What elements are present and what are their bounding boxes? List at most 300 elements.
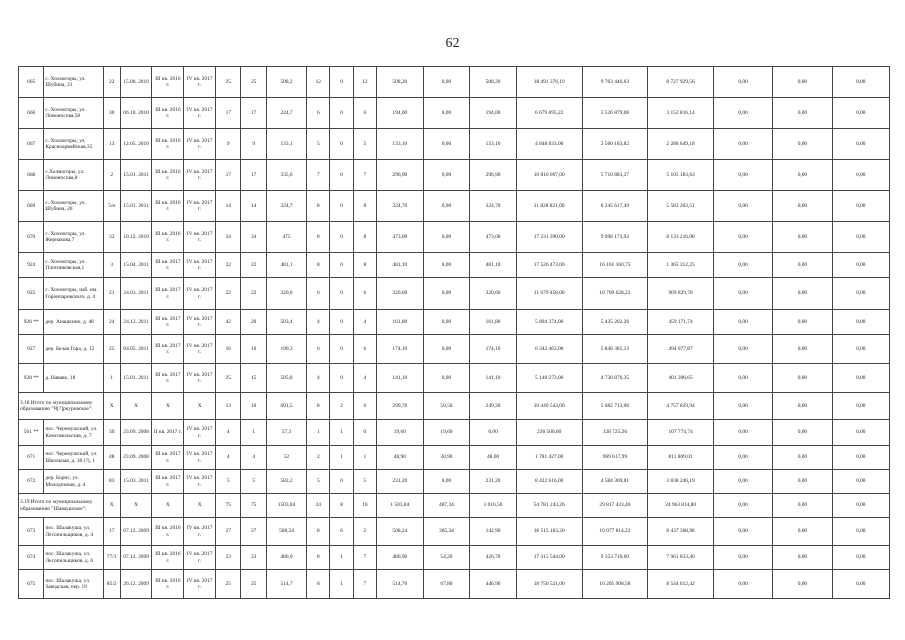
table-cell: 446,90 bbox=[470, 570, 517, 599]
table-cell: 0,00 bbox=[832, 446, 889, 470]
table-cell: 224,7 bbox=[266, 98, 306, 129]
table-cell: 6 bbox=[307, 335, 330, 364]
table-cell: 481,1 bbox=[266, 253, 306, 278]
table-cell: 0,00 bbox=[423, 129, 470, 160]
table-cell: 0,00 bbox=[773, 191, 832, 222]
table-cell: III кв. 2016 г. bbox=[152, 518, 184, 546]
table-cell: 665 bbox=[19, 67, 44, 98]
table-cell: 0,00 bbox=[713, 570, 772, 599]
table-cell: 10 077 814,22 bbox=[582, 518, 648, 546]
table-cell: пос. Шалакуша, ул. Заводская, пер. 19 bbox=[44, 570, 103, 599]
table-cell: 3.18 Итого по муниципальному образованию "Ч[?]ркуровское": bbox=[19, 393, 104, 420]
table-cell: с. Хохмогоры, наб. им. Горончаровского, д. 4 bbox=[44, 278, 103, 310]
table-cell: IV кв. 2017 г. bbox=[184, 98, 216, 129]
table-cell: 8 437 368,98 bbox=[648, 518, 714, 546]
table-cell: IV кв. 2017 г. bbox=[184, 278, 216, 310]
table-cell: 15 bbox=[241, 364, 266, 393]
table-cell: III кв. 2017 г. bbox=[152, 310, 184, 335]
table-cell: 19,60 bbox=[423, 420, 470, 446]
table-cell: III кв. 2016 г. bbox=[152, 191, 184, 222]
table-row bbox=[19, 570, 890, 599]
table-row bbox=[19, 518, 890, 546]
table-row bbox=[19, 335, 890, 364]
table-cell: 19,60 bbox=[377, 420, 424, 446]
table-cell: 3.19 Итого по муниципальному образованию "Шаваушское": bbox=[19, 494, 104, 518]
table-cell: 13 bbox=[216, 393, 241, 420]
table-cell: 0 bbox=[330, 191, 353, 222]
table-cell: 23.09. 2008 bbox=[120, 446, 152, 470]
table-cell: 54,20 bbox=[423, 546, 470, 570]
table-row bbox=[19, 129, 890, 160]
table-cell: 133,1 bbox=[266, 129, 306, 160]
table-cell: 34 bbox=[241, 222, 266, 253]
table-cell: с. Хохмогоры, ул. Плотниковская,1 bbox=[44, 253, 103, 278]
table-cell: 0,00 bbox=[713, 518, 772, 546]
table-cell: 30 bbox=[103, 420, 120, 446]
table-cell: 0,00 bbox=[713, 160, 772, 191]
table-cell: 22 bbox=[241, 253, 266, 278]
table-cell: 5 bbox=[241, 470, 266, 494]
table-cell: 0,00 bbox=[773, 222, 832, 253]
table-cell: 161,80 bbox=[377, 310, 424, 335]
table-cell: 8 bbox=[307, 518, 330, 546]
table-cell: пос. Шалакуша, ул. Лесопильщиков, д. 4 bbox=[44, 518, 103, 546]
table-cell: IV кв. 2017 г. bbox=[184, 129, 216, 160]
table-cell: 54 781 243,26 bbox=[516, 494, 582, 518]
table-cell: 15.06. 2010 bbox=[120, 67, 152, 98]
table-cell: 6 bbox=[353, 335, 376, 364]
table-cell: 5 682 713,06 bbox=[582, 393, 648, 420]
table-cell: 52 bbox=[266, 446, 306, 470]
table-cell: 7 bbox=[307, 160, 330, 191]
table-cell: 22 bbox=[241, 278, 266, 310]
table-cell: 0 bbox=[330, 364, 353, 393]
table-cell: 25 bbox=[103, 335, 120, 364]
table-cell: 14 bbox=[241, 191, 266, 222]
table-cell: 0,00 bbox=[832, 98, 889, 129]
table-cell: 1 bbox=[330, 420, 353, 446]
table-cell: 5 583 203,51 bbox=[648, 191, 714, 222]
table-row bbox=[19, 191, 890, 222]
table-cell: 30,90 bbox=[423, 446, 470, 470]
table-cell: 18 750 521,00 bbox=[516, 570, 582, 599]
table-cell: 0,00 bbox=[832, 420, 889, 446]
table-cell: X bbox=[152, 494, 184, 518]
table-cell: 672 bbox=[19, 470, 44, 494]
table-cell: 0,00 bbox=[773, 335, 832, 364]
table-cell: 2 560 183,82 bbox=[582, 129, 648, 160]
table-cell: 3 152 816,14 bbox=[648, 98, 714, 129]
table-row bbox=[19, 160, 890, 191]
table-cell: 0,00 bbox=[773, 98, 832, 129]
table-cell: 0 bbox=[330, 335, 353, 364]
table-cell: 5 bbox=[353, 129, 376, 160]
table-cell: IV кв. 2017 г. bbox=[184, 335, 216, 364]
table-cell: 0,00 bbox=[713, 335, 772, 364]
table-cell: 29 817 433,40 bbox=[582, 494, 648, 518]
table-cell: 0,00 bbox=[773, 393, 832, 420]
table-cell: 0,00 bbox=[713, 129, 772, 160]
table-cell: 10 205 908,58 bbox=[582, 570, 648, 599]
table-cell: 6 bbox=[353, 98, 376, 129]
table-cell: 34 bbox=[216, 222, 241, 253]
table-cell: IV кв. 2017 г. bbox=[184, 310, 216, 335]
table-cell: 161,80 bbox=[470, 310, 517, 335]
table-cell: IV кв. 2017 г. bbox=[184, 160, 216, 191]
table-cell: 561 ** bbox=[19, 420, 44, 446]
table-cell: 6 342 463,00 bbox=[516, 335, 582, 364]
table-cell: 0 bbox=[330, 470, 353, 494]
table-cell: III кв. 2016 г. bbox=[152, 98, 184, 129]
table-cell: 4 738 876,35 bbox=[582, 364, 648, 393]
table-cell: 0,00 bbox=[713, 494, 772, 518]
table-cell: 0,00 bbox=[832, 278, 889, 310]
table-cell: X bbox=[152, 393, 184, 420]
table-cell: 32 bbox=[103, 222, 120, 253]
table-cell: X bbox=[103, 393, 120, 420]
summary-row bbox=[19, 393, 890, 420]
table-cell: 15.01. 2011 bbox=[120, 364, 152, 393]
table-cell: 17 315 544,00 bbox=[516, 546, 582, 570]
table-cell: 7 bbox=[353, 570, 376, 599]
table-cell: 473,00 bbox=[377, 222, 424, 253]
table-cell: 0,00 bbox=[773, 278, 832, 310]
table-cell: 0,00 bbox=[832, 393, 889, 420]
table-cell: 11 679 458,00 bbox=[516, 278, 582, 310]
table-cell: 0,00 bbox=[423, 160, 470, 191]
table-cell: 324,7 bbox=[266, 191, 306, 222]
table-cell: 10 769 628,22 bbox=[582, 278, 648, 310]
table-cell: 514,7 bbox=[266, 570, 306, 599]
table-cell: IV кв. 2017 г. bbox=[184, 364, 216, 393]
table-cell: 20 bbox=[241, 310, 266, 335]
table-cell: 0,00 bbox=[423, 191, 470, 222]
table-cell: с. Хохмогоры, ул. Жернакова,7 bbox=[44, 222, 103, 253]
table-cell: 2 bbox=[103, 160, 120, 191]
table-cell: III кв. 2017 г. bbox=[152, 364, 184, 393]
table-cell: 18 491 376,19 bbox=[516, 67, 582, 98]
table-cell: 24 bbox=[307, 494, 330, 518]
table-cell: 0 bbox=[330, 67, 353, 98]
table-cell: 1 016,50 bbox=[470, 494, 517, 518]
table-cell: 67,80 bbox=[423, 570, 470, 599]
table-cell: 3 526 879,08 bbox=[582, 98, 648, 129]
table-cell: 0,00 bbox=[713, 546, 772, 570]
table-cell: 11 828 821,00 bbox=[516, 191, 582, 222]
table-cell: дер. Борис, ул. Молодежная, д. 4 bbox=[44, 470, 103, 494]
table-cell: 1 bbox=[241, 420, 266, 446]
table-cell: III кв. 2016 г. bbox=[152, 546, 184, 570]
table-cell: 7 bbox=[353, 160, 376, 191]
table-cell: 365,34 bbox=[423, 518, 470, 546]
table-cell: 928 ** bbox=[19, 364, 44, 393]
summary-row bbox=[19, 494, 890, 518]
table-cell: 0,00 bbox=[773, 446, 832, 470]
table-cell: 0,00 bbox=[773, 546, 832, 570]
table-cell: дер. Анашкино, д. 48 bbox=[44, 310, 103, 335]
table-cell: IV кв. 2017 г. bbox=[184, 67, 216, 98]
table-cell: IV кв. 2017 г. bbox=[184, 470, 216, 494]
table-cell: 0,00 bbox=[773, 67, 832, 98]
table-cell: III кв. 2016 г. bbox=[152, 222, 184, 253]
table-cell: 128 725,26 bbox=[582, 420, 648, 446]
table-cell: 16 bbox=[353, 494, 376, 518]
table-cell: 17 526 473,00 bbox=[516, 253, 582, 278]
table-cell: 8 bbox=[307, 393, 330, 420]
table-cell: IV кв. 2017 г. bbox=[184, 253, 216, 278]
table-cell: 9 098 173,92 bbox=[582, 222, 648, 253]
table-cell: 23 bbox=[241, 546, 266, 570]
table-cell: 0 bbox=[353, 420, 376, 446]
table-cell: 670 bbox=[19, 222, 44, 253]
table-cell: III кв. 2017 г. bbox=[152, 253, 184, 278]
table-cell: 8 133 216,08 bbox=[648, 222, 714, 253]
table-cell: 16 161 160,75 bbox=[582, 253, 648, 278]
table-cell: 18 515 183,20 bbox=[516, 518, 582, 546]
table-cell: 5 435 202,26 bbox=[582, 310, 648, 335]
table-cell: 691,5 bbox=[266, 393, 306, 420]
table-row bbox=[19, 420, 890, 446]
table-cell: 26.12. 2009 bbox=[120, 570, 152, 599]
table-cell: 2 bbox=[330, 393, 353, 420]
table-cell: пос. Черемушский, ул. Школьная, д. 30 (?), 1 bbox=[44, 446, 103, 470]
table-cell: 141,10 bbox=[377, 364, 424, 393]
table-row bbox=[19, 446, 890, 470]
table-cell: 0,00 bbox=[713, 470, 772, 494]
table-cell: 0,00 bbox=[423, 470, 470, 494]
table-cell: 142,90 bbox=[470, 518, 517, 546]
table-cell: 666 bbox=[19, 98, 44, 129]
table-cell: 25 bbox=[241, 570, 266, 599]
table-cell: 5 710 883,37 bbox=[582, 160, 648, 191]
table-cell: 0,00 bbox=[832, 546, 889, 570]
table-cell: III кв. 2016 г. bbox=[152, 67, 184, 98]
table-cell: 48,90 bbox=[377, 446, 424, 470]
table-cell: 0,00 bbox=[423, 253, 470, 278]
table-cell: 07.12. 2009 bbox=[120, 518, 152, 546]
table-cell: 17 bbox=[241, 160, 266, 191]
table-cell: 909 829,78 bbox=[648, 278, 714, 310]
table-cell: 0,00 bbox=[423, 67, 470, 98]
table-cell: 473,00 bbox=[470, 222, 517, 253]
table-cell: 174,10 bbox=[470, 335, 517, 364]
table-cell: IV кв. 2017 г. bbox=[184, 191, 216, 222]
table-cell: д. Нававо, 18 bbox=[44, 364, 103, 393]
table-cell: 7 bbox=[353, 546, 376, 570]
table-cell: 0 bbox=[330, 129, 353, 160]
table-cell: 0,00 bbox=[423, 222, 470, 253]
table-cell: 324,70 bbox=[377, 191, 424, 222]
table-cell: 2 bbox=[353, 518, 376, 546]
table-cell: 5 bbox=[353, 470, 376, 494]
table-cell: 0,00 bbox=[773, 310, 832, 335]
table-cell: 10 bbox=[241, 393, 266, 420]
table-cell: 426,70 bbox=[470, 546, 517, 570]
table-cell: 15.04. 2011 bbox=[120, 253, 152, 278]
table-cell: 17 bbox=[216, 98, 241, 129]
table-cell: с. Хохмогоры, ул. Ломоносова,58 bbox=[44, 98, 103, 129]
table-cell: 75 bbox=[241, 494, 266, 518]
table-row bbox=[19, 310, 890, 335]
table-cell: 30 bbox=[103, 98, 120, 129]
table-cell: X bbox=[184, 393, 216, 420]
table-cell: 133,10 bbox=[377, 129, 424, 160]
table-cell: 0,00 bbox=[713, 67, 772, 98]
table-row bbox=[19, 67, 890, 98]
table-cell: 514,70 bbox=[377, 570, 424, 599]
table-cell: 669 bbox=[19, 191, 44, 222]
table-cell: 5 140 273,00 bbox=[516, 364, 582, 393]
table-cell: 9 bbox=[241, 129, 266, 160]
table-cell: 5 848 385,13 bbox=[582, 335, 648, 364]
table-cell: III кв. 2016 г. bbox=[152, 129, 184, 160]
table-cell: 85/2 bbox=[103, 570, 120, 599]
table-cell: 320,60 bbox=[470, 278, 517, 310]
table-cell: 508,2 bbox=[266, 67, 306, 98]
table-cell: 475 bbox=[266, 222, 306, 253]
table-cell: 06.10. 2010 bbox=[120, 98, 152, 129]
table-cell: 3 838 246,19 bbox=[648, 470, 714, 494]
table-cell: 0,00 bbox=[713, 393, 772, 420]
table-cell: 50,50 bbox=[423, 393, 470, 420]
table-cell: 23.09. 2008 bbox=[120, 420, 152, 446]
table-cell: 508,20 bbox=[377, 67, 424, 98]
table-cell: 6 679 695,22 bbox=[516, 98, 582, 129]
table-cell: 249,20 bbox=[470, 393, 517, 420]
table-cell: 0,00 bbox=[773, 160, 832, 191]
table-cell: 16 bbox=[241, 335, 266, 364]
table-cell: 668 bbox=[19, 160, 44, 191]
table-cell: 5 bbox=[307, 129, 330, 160]
table-cell: 6 bbox=[353, 278, 376, 310]
table-cell: X bbox=[103, 494, 120, 518]
table-cell: 83 bbox=[103, 470, 120, 494]
table-cell: 24.12. 2011 bbox=[120, 310, 152, 335]
table-cell: 0,00 bbox=[832, 129, 889, 160]
table-cell: 0,00 bbox=[832, 160, 889, 191]
table-cell: 926 ** bbox=[19, 310, 44, 335]
table-cell: 0,00 bbox=[773, 364, 832, 393]
table-cell: 0,00 bbox=[713, 98, 772, 129]
table-cell: 1 bbox=[103, 364, 120, 393]
table-cell: 5 bbox=[216, 470, 241, 494]
table-cell: 0,00 bbox=[773, 253, 832, 278]
table-cell: II кв. 2017 г. bbox=[152, 420, 184, 446]
table-cell: 04.05. 2011 bbox=[120, 335, 152, 364]
table-cell: 25 bbox=[216, 570, 241, 599]
table-cell: 480,9 bbox=[266, 546, 306, 570]
table-cell: 0,00 bbox=[773, 494, 832, 518]
table-cell: 0 bbox=[330, 98, 353, 129]
table-cell: 8 544 612,42 bbox=[648, 570, 714, 599]
table-cell: 0 bbox=[330, 310, 353, 335]
table-cell: 14 bbox=[216, 191, 241, 222]
table-cell: 1 503,84 bbox=[377, 494, 424, 518]
table-cell: пос. Шалакуша, ул. Лесопильщиков, д. 6 bbox=[44, 546, 103, 570]
table-cell: 24 963 814,80 bbox=[648, 494, 714, 518]
table-cell: 75 bbox=[216, 494, 241, 518]
table-cell: 1 365 312,25 bbox=[648, 253, 714, 278]
table-cell: 324,70 bbox=[470, 191, 517, 222]
table-cell: IV кв. 2017 г. bbox=[184, 518, 216, 546]
table-cell: III кв. 2017 г. bbox=[152, 278, 184, 310]
table-cell: 0 bbox=[330, 278, 353, 310]
table-cell: 0,00 bbox=[832, 518, 889, 546]
table-cell: 236 500,00 bbox=[516, 420, 582, 446]
table-cell: 0,00 bbox=[423, 98, 470, 129]
table-cell: 4 bbox=[353, 364, 376, 393]
table-cell: 1503,84 bbox=[266, 494, 306, 518]
table-cell: 48 bbox=[103, 446, 120, 470]
table-cell: 5 894 374,00 bbox=[516, 310, 582, 335]
table-cell: 1 bbox=[307, 420, 330, 446]
table-cell: 459 171,74 bbox=[648, 310, 714, 335]
table-cell: 480,90 bbox=[377, 546, 424, 570]
table-cell: 4 bbox=[307, 310, 330, 335]
table-cell: 8 bbox=[330, 494, 353, 518]
table-cell: X bbox=[184, 494, 216, 518]
table-cell: 231,20 bbox=[377, 470, 424, 494]
housing-register-table bbox=[18, 66, 890, 599]
table-cell: 0,00 bbox=[773, 129, 832, 160]
table-cell: 4 bbox=[307, 364, 330, 393]
table-cell: 1 bbox=[330, 570, 353, 599]
table-row bbox=[19, 278, 890, 310]
table-cell: 27 bbox=[241, 518, 266, 546]
table-cell: 0,00 bbox=[773, 570, 832, 599]
table-cell: 22 bbox=[216, 278, 241, 310]
table-cell: с.Холмогоры, ул. Ломоносова,8 bbox=[44, 160, 103, 191]
table-cell: 194,00 bbox=[470, 98, 517, 129]
table-row bbox=[19, 364, 890, 393]
table-cell: 0,00 bbox=[832, 494, 889, 518]
table-cell: III кв. 2016 г. bbox=[152, 160, 184, 191]
table-cell: III кв. 2017 г. bbox=[152, 470, 184, 494]
table-cell: 811 809,01 bbox=[648, 446, 714, 470]
table-cell: 17 231 390,00 bbox=[516, 222, 582, 253]
table-cell: 924 bbox=[19, 253, 44, 278]
table-cell: с. Хохмогоры, ул. Красноармейская,35 bbox=[44, 129, 103, 160]
table-cell: 0,00 bbox=[423, 364, 470, 393]
table-cell: 481,10 bbox=[377, 253, 424, 278]
table-cell: 9 763 446,63 bbox=[582, 67, 648, 98]
table-cell: 16 bbox=[216, 335, 241, 364]
table-cell: 21 bbox=[103, 278, 120, 310]
table-cell: 0,00 bbox=[832, 335, 889, 364]
table-cell: 0 bbox=[330, 222, 353, 253]
table-cell: 0,00 bbox=[470, 420, 517, 446]
table-cell: 4 bbox=[216, 446, 241, 470]
table-cell: 8 422 616,00 bbox=[516, 470, 582, 494]
table-cell: 969 617,99 bbox=[582, 446, 648, 470]
table-cell: 8 bbox=[353, 222, 376, 253]
table-cell: 508,20 bbox=[470, 67, 517, 98]
table-cell: 17 bbox=[241, 98, 266, 129]
table-cell: 27 bbox=[216, 518, 241, 546]
table-cell: 10.12. 2010 bbox=[120, 222, 152, 253]
table-cell: 8 bbox=[353, 253, 376, 278]
table-cell: IV кв. 2017 г. bbox=[184, 420, 216, 446]
table-cell: 667 bbox=[19, 129, 44, 160]
table-cell: 582,2 bbox=[266, 470, 306, 494]
table-cell: 0,00 bbox=[713, 446, 772, 470]
table-cell: 8 bbox=[307, 253, 330, 278]
table-cell: 231,20 bbox=[470, 470, 517, 494]
table-cell: 4 848 833,00 bbox=[516, 129, 582, 160]
table-cell: 25 bbox=[241, 67, 266, 98]
table-cell: 12 bbox=[353, 67, 376, 98]
table-cell: 673 bbox=[19, 518, 44, 546]
